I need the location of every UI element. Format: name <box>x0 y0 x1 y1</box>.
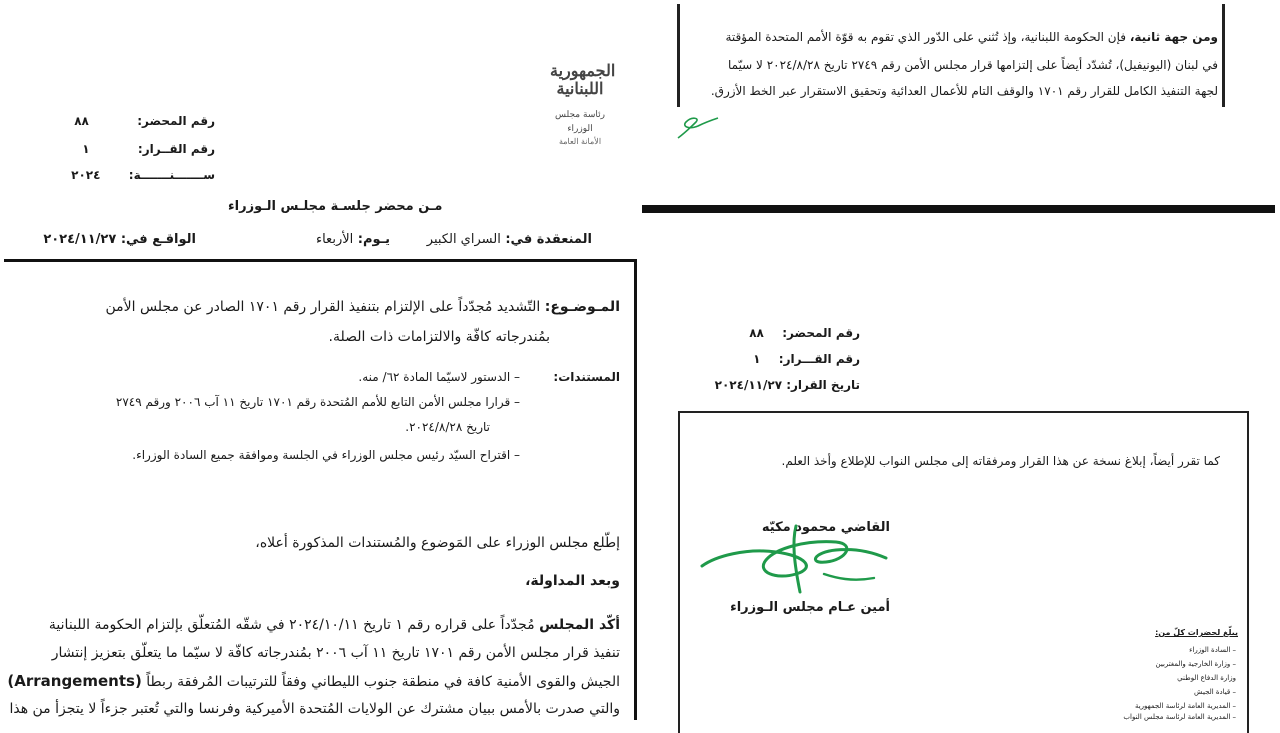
meta-label: رقم القــرار: <box>137 142 215 156</box>
meta-value: ١ <box>753 352 761 366</box>
left-meta-row-1 <box>60 114 215 128</box>
logo-line-3: رئاسة مجلس الوزراء <box>555 110 605 134</box>
dist-item-1: – السادة الوزراء <box>1189 646 1236 654</box>
decision-text-1: مُجدّداً على قراره رقم ١ تاريخ ٢٠٢٤/١٠/١١ في شقّه المُتعلّق بإلتزام الحكومة اللبنانية <box>48 617 535 633</box>
distribution-heading: يبلّغ لحضرات كلّ من: <box>1155 628 1238 637</box>
rb-meta-row-3 <box>712 378 860 392</box>
session-place-value: السراي الكبير <box>426 232 501 247</box>
session-day <box>270 232 390 247</box>
rt-line-3: لجهة التنفيذ الكامل للقرار رقم ١٧٠١ والوقف التام للأعمال العدائية وتحقيق الاستقرار عبر الخط الأزرق. <box>710 84 1218 98</box>
arrangements-term: (Arrangements) <box>7 672 142 690</box>
subject-line-2: بمُندرجاته كافّة والالتزامات ذات الصلة. <box>328 329 550 345</box>
decision-bold: أكّد المجلس <box>539 617 620 633</box>
decision-line-4: والتي صدرت بالأمس ببيان مشترك عن الولايات المُتحدة الأميركية وفرنسا والتي تُعتبر جزءاً لا يتجزأ من هذا <box>9 701 620 717</box>
session-heading: مـن محضر جلسـة مجلـس الـوزراء <box>228 199 443 214</box>
rt-line-1 <box>690 30 1218 44</box>
rt-line-1-text: فإن الحكومة اللبنانية، وإذ تُثني على الدّور الذي تقوم به قوّة الأمم المتحدة المؤقتة <box>725 30 1127 44</box>
doc-item-3: – اقتراح السيّد رئيس مجلس الوزراء في الجلسة وموافقة جميع السادة الوزراء. <box>132 448 520 462</box>
meta-value: ٨٨ <box>74 114 89 128</box>
meta-label: رقم المحضر: <box>782 326 860 340</box>
signer-name: القاضي محمود مكيّه <box>761 520 890 535</box>
session-date-value: ٢٠٢٤/١١/٢٧ <box>43 232 117 247</box>
signer-title: أمين عـام مجلس الـوزراء <box>730 600 890 615</box>
session-date <box>43 232 196 247</box>
rb-decision: كما تقرر أيضاً، إبلاغ نسخة عن هذا القرار ومرفقاته إلى مجلس النواب للإطلاع وأخذ العلم. <box>781 454 1220 468</box>
subject-text-1: التّشديد مُجدّداً على الإلتزام بتنفيذ القرار رقم ١٧٠١ الصادر عن مجلس الأمن <box>105 299 541 315</box>
session-divider <box>4 259 636 262</box>
doc-item-2: – قرارا مجلس الأمن التابع للأمم المُتحدة رقم ١٧٠١ تاريخ ١١ آب ٢٠٠٦ ورقم ٢٧٤٩ <box>115 395 520 409</box>
left-meta-row-3 <box>60 168 215 182</box>
doc-item-1: – الدستور لاسيّما المادة ٦٢/ منه. <box>358 370 520 384</box>
dist-item-4: – قيادة الجيش <box>1194 688 1236 696</box>
paragraph-review: إطّلع مجلس الوزراء على المَوضوع والمُستندات المذكورة أعلاه، <box>255 535 620 551</box>
session-day-value: الأربعاء <box>315 232 354 247</box>
session-date-label: الواقـع في: <box>120 232 196 247</box>
initials-mark <box>672 110 724 144</box>
meta-label: رقم القـــرار: <box>778 352 860 366</box>
rt-line-1-bold: ومن جهة ثانية، <box>1129 30 1218 44</box>
page-right-border <box>634 259 637 720</box>
decision-line-1 <box>12 612 620 638</box>
doc-item-2-cont: تاريخ ٢٠٢٤/٨/٢٨. <box>405 420 490 434</box>
subject-label: المـوضـوع: <box>544 299 620 315</box>
paragraph-deliberation: وبعد المداولة، <box>525 573 620 589</box>
republic-logo <box>550 61 616 148</box>
logo-line-4: الأمانة العامة <box>558 137 602 146</box>
dist-item-2: – وزارة الخارجية والمغتربين <box>1155 660 1236 668</box>
session-place <box>426 232 592 247</box>
rb-meta-row-1 <box>712 326 860 340</box>
rt-line-2: في لبنان (اليونيفيل)، تُشدّد أيضاً على إلتزامها قرار مجلس الأمن رقم ٢٧٤٩ تاريخ ٢٠٢٤/٨/٢٨ لا سيّما <box>727 58 1218 72</box>
meta-value: ٢٠٢٤/١١/٢٧ <box>714 378 783 392</box>
meta-value: ١ <box>82 142 90 156</box>
session-place-label: المنعقدة في: <box>505 232 592 247</box>
meta-label: تاريخ القرار: <box>786 378 860 392</box>
decision-text-3: الجيش والقوى الأمنية كافة في منطقة جنوب الليطاني وفقاً للترتيبات المُرفقة ربطاً <box>146 674 620 690</box>
dist-item-3: وزارة الدفاع الوطني <box>1177 674 1236 682</box>
session-day-label: يـوم: <box>357 232 390 247</box>
docs-label: المستندات: <box>553 370 620 384</box>
left-meta-row-2 <box>60 142 215 156</box>
dist-item-6: – المديرية العامة لرئاسة مجلس النواب <box>1123 713 1236 721</box>
decision-line-2: تنفيذ قرار مجلس الأمن رقم ١٧٠١ تاريخ ١١ آب ٢٠٠٦ بمُندرجاته كافّة لا سيّما ما يتعلّق بتعزيز إنتشار <box>51 645 620 661</box>
logo-line-2: اللبنانية <box>556 79 604 98</box>
page-separator <box>642 205 1275 213</box>
meta-label: رقم المحضر: <box>137 114 215 128</box>
decision-line-3 <box>7 668 620 695</box>
rb-meta-row-2 <box>712 352 860 366</box>
meta-value: ٢٠٢٤ <box>71 168 101 182</box>
logo-line-1: الجمهورية <box>550 61 616 80</box>
meta-label: ســـــــنـــــــة: <box>128 168 215 182</box>
subject-line-1 <box>30 294 620 320</box>
meta-value: ٨٨ <box>749 326 764 340</box>
dist-item-5: – المديرية العامة لرئاسة الجمهورية <box>1134 702 1236 710</box>
